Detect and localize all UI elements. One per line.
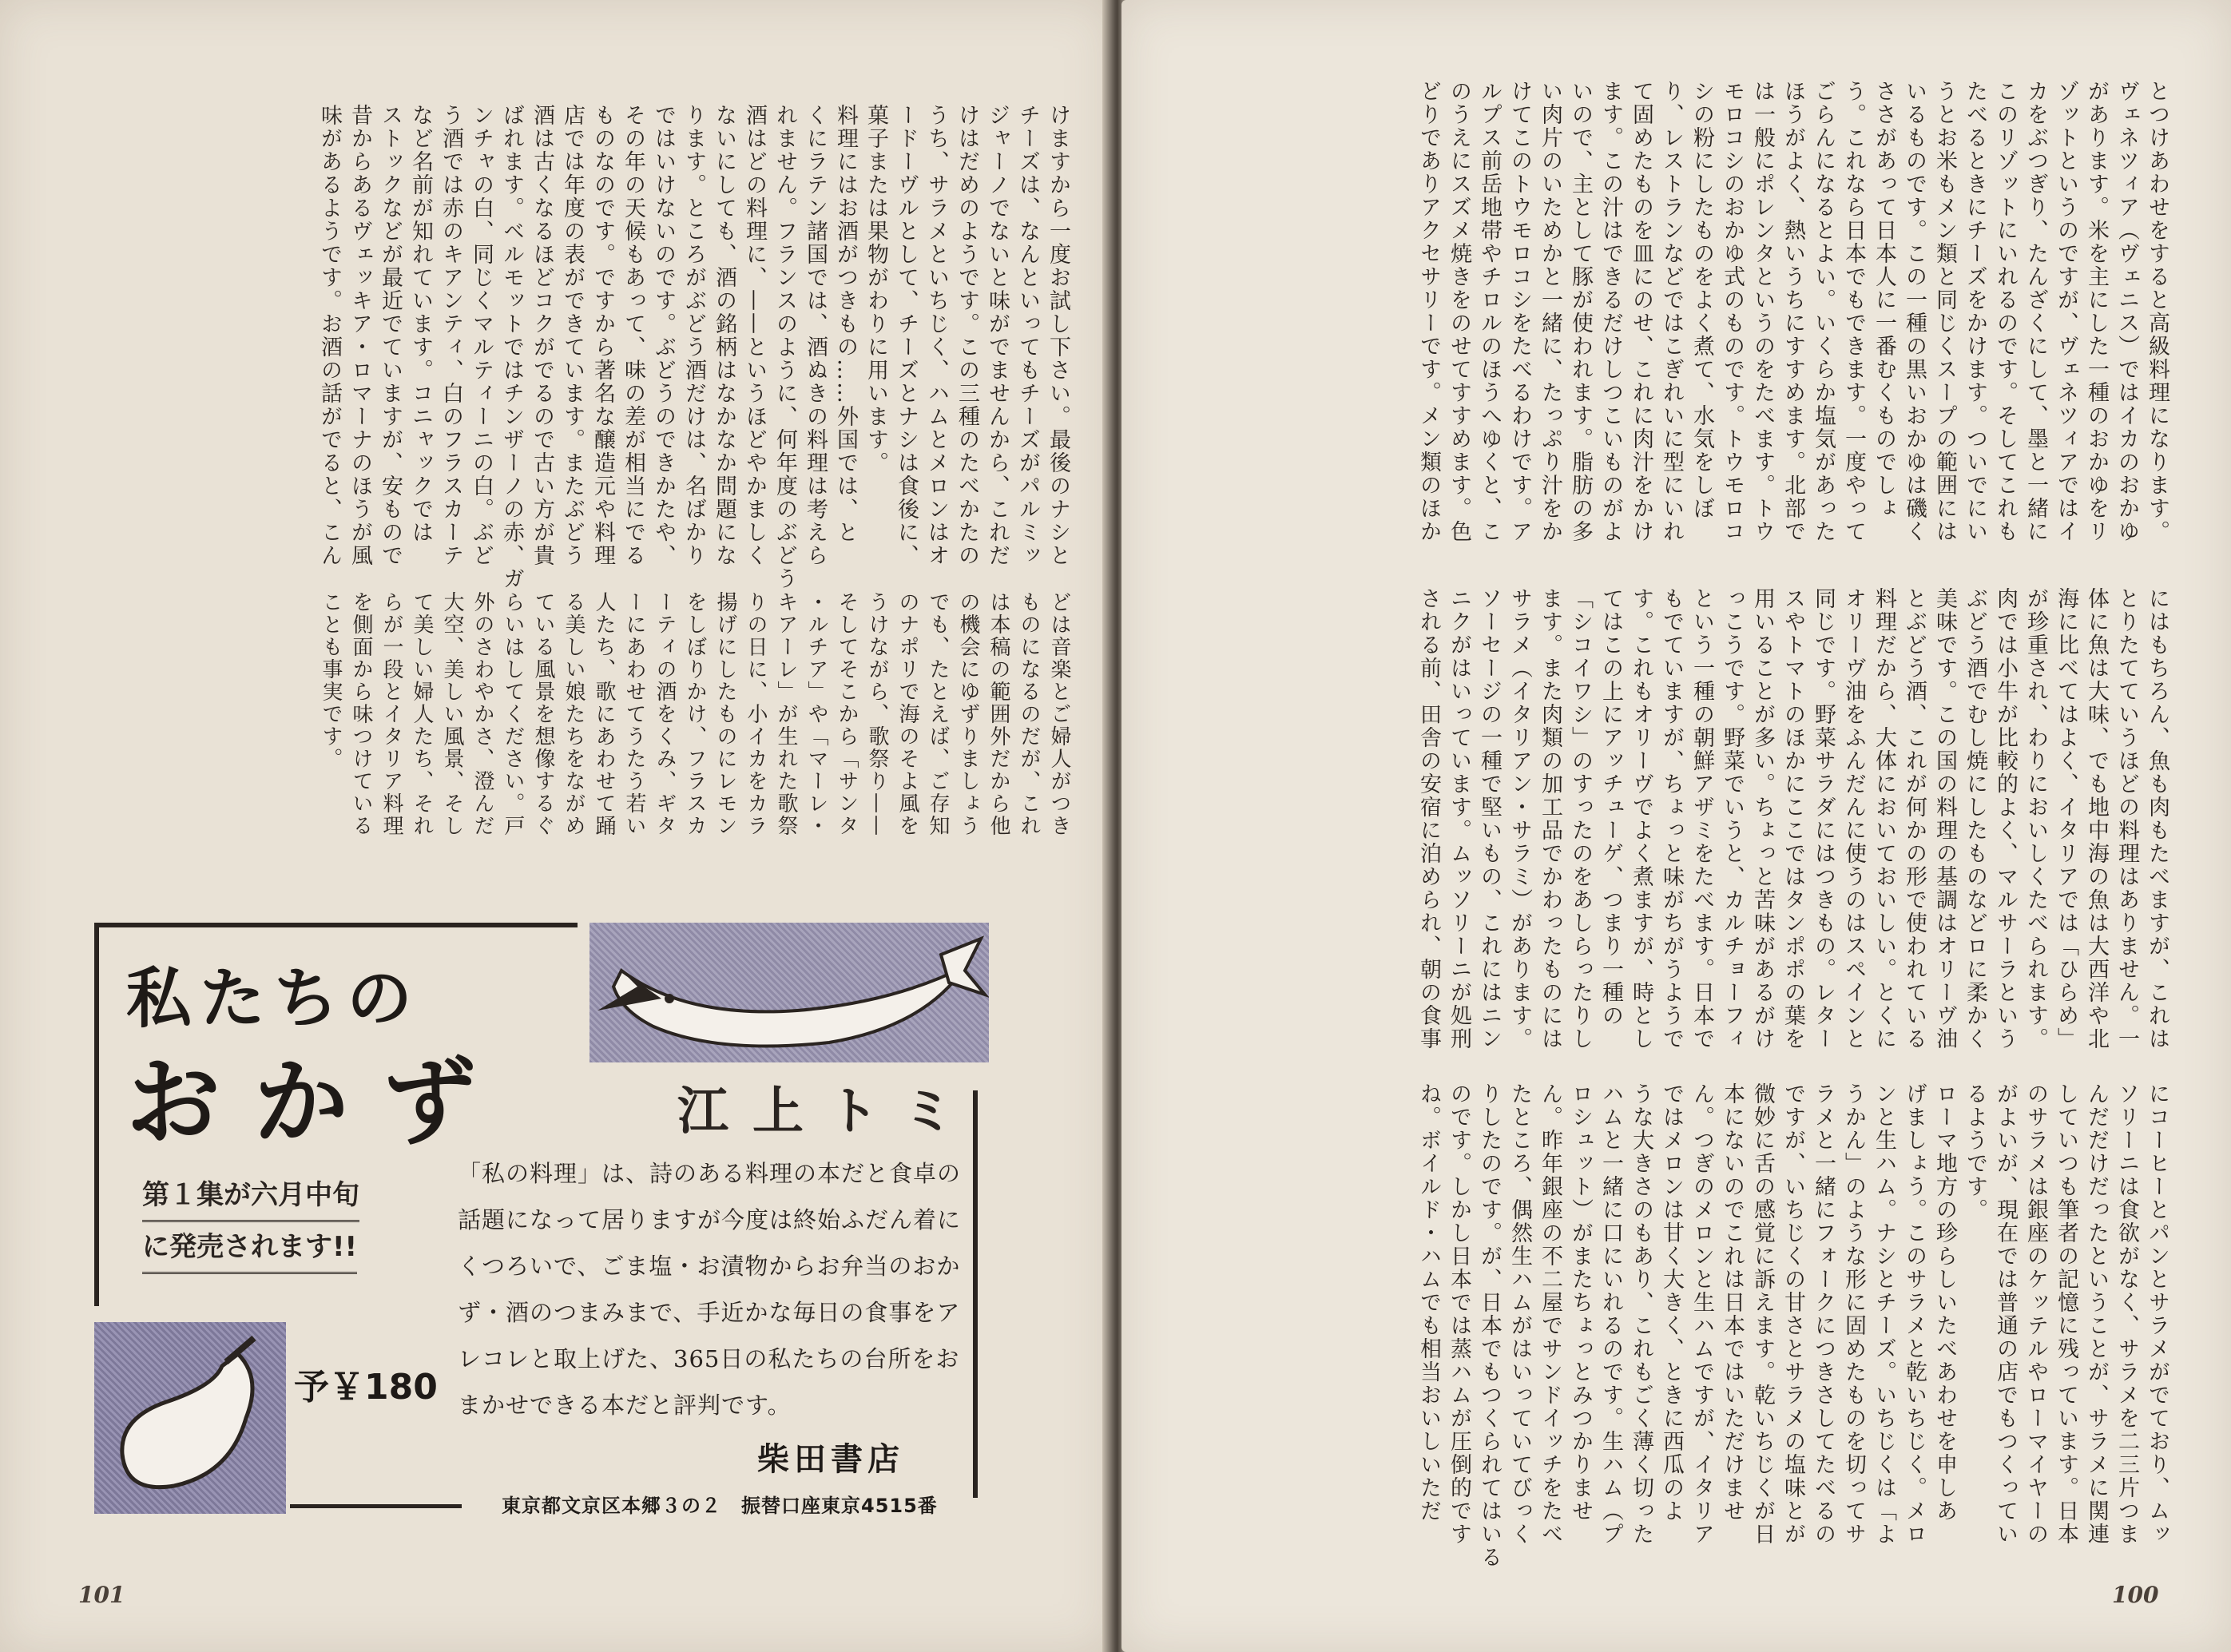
ad-author: 江上トミ bbox=[677, 1082, 978, 1142]
fish-icon bbox=[590, 923, 989, 1062]
page-number-right: 100 bbox=[2112, 1582, 2159, 1608]
right-middle-text: にはもちろん、魚も肉もたべますが、これは とりたてていうほどの料理はありません。一 体に魚は大味、でも地中海の魚は大西洋や北 海に比べてはよく、イタリアでは「ひらめ」 が珍重され、わりにおいしくたべられます。 肉では小牛が比較的よく、マルサーラという ぶどう酒でむし焼にしたものなどロに柔かく 美味です。この国の料理の基調はオリーヴ油 とぶどう酒、これが何かの形で使われている 料理だから、大体においておいしい。とくに オリーヴ油をふんだんに使うのはスペインと 同じです。野菜サラダにはつきもの。レター スやトマトのほかにここではタンポポの葉を 用いることが多い。ちょっと苦味があるがけ っこうです。野菜でいうと、カルチョーフィ という一種の朝鮮アザミをたべます。日本で もでていますが、ちょっと味がちがうようで す。これもオリーヴでよく煮ますが、時とし てはこの上にアッチューゲ、つまり一種の 「シコイワシ」のすったのをあしらったりし ます。また肉類の加工品でかわったものには サラメ（イタリアン・サラミ）があります。 ソーセージの一種で堅いもの、これにはニン ニクがはいっています。ムッソリーニが処刑 される前、田舎の安宿に泊められ、朝の食事 bbox=[1416, 587, 2169, 1050]
ad-address: 東京都文京区本郷３の２ 振替口座東京4515番 bbox=[502, 1495, 938, 1517]
eggplant-icon bbox=[94, 1322, 286, 1514]
ad-border-top bbox=[94, 923, 578, 927]
fish-illustration bbox=[590, 923, 989, 1062]
ad-publisher: 柴田書店 bbox=[757, 1441, 904, 1478]
ad-title-line1: 私たちの bbox=[126, 961, 421, 1037]
left-page bbox=[0, 0, 1110, 1652]
right-lower-text: にコーヒーとパンとサラメがでており、ムッ ソリーニは食欲がなく、サラメを二三片つま んだだけだったということが、サラメに関連 していつも筆者の記憶に残っています。日本 のサラメは銀座のケッテルやローマイヤーの がよいが、現在では普通の店でもつくってい るようです。 ローマ地方の珍らしいたべあわせを申しあ げましょう。このサラメと乾いちじく。メロ ンと生ハム。ナシとチーズ。いちじくは「よ うかん」のような形に固めたものを切ってサ ラメと一緒にフォークにつきさしてたべるの ですが、いちじくの甘さとサラメの塩味とが 微妙に舌の感覚に訴えます。乾いちじくが日 本にないのでこれは日本ではいただけませ ん。つぎのメロンと生ハムですが、イタリア ではメロンは甘く大きく、ときに西瓜のよ うな大きさのもあり、これもごく薄く切った ハムと一緒に口にいれるのです。生ハム（プ ロシュット）がまたちょっとみつかりませ ん。昨年銀座の不二屋でサンドイッチをたべ たところ、偶然生ハムがはいっていてびっく りしたのです。が、日本でもつくられてはいる のです。しかし日本では蒸ハムが圧倒的です ね。ボイルド・ハムでも相当おいしいただ bbox=[1416, 1082, 2169, 1569]
ad-description: 「私の料理」は、詩のある料理の本だと食卓の話題になって居りますが今度は終始ふだん着にくつろいで、ごま塩・お漬物からお弁当のおかず・酒のつまみまで、手近かな毎日の食事をアレコレと取上げた、365日の私たちの台所をおまかせできる本だと評判です。 bbox=[458, 1160, 962, 1419]
ad-price: 予￥180 bbox=[294, 1367, 438, 1408]
ad-release-line2: に発売されます!! bbox=[142, 1222, 357, 1274]
ad-divider bbox=[290, 1504, 462, 1508]
ad-release-line1: 第１集が六月中旬 bbox=[142, 1170, 359, 1222]
book-advertisement bbox=[94, 923, 989, 1530]
left-upper-text: けますから一度お試し下さい。最後のナシと チーズは、なんといってもチーズがパルミッ ジャーノでないと味がでませんから、これだ けはだめのようです。この三種のたべかたの うち、サラメといちじく、ハムとメロンはオ ードーヴルとして、チーズとナシは食後に、 菓子または果物がわりに用います。 料理にはお酒がつきもの……外国では、と くにラテン諸国では、酒ぬきの料理は考えら れません。フランスのように、何年度のぶどう 酒はどの料理に、——というほどやかましく ないにしても、酒の銘柄はなかなか問題にな ります。ところがぶどう酒だけは、名ばかり ではいけないのです。ぶどうのできかたや、 その年の天候もあって、味の差が相当にでる ものなのです。ですから著名な醸造元や料理 店では年度の表ができています。またぶどう 酒は古くなるほどコクがでるので古い方が貴 ばれます。ベルモットではチンザーノの赤、ガ ンチャの白、同じくマルティーニの白。ぶど う酒では赤のキアンティ、白のフラスカーテ など名前が知れています。コニャックでは ストックなどが最近でていますが、安もので 昔からあるヴェッキア・ロマーナのほうが風 味があるようです。お酒の話がでると、こん bbox=[317, 104, 1070, 590]
left-lower-text: どは音楽とご婦人がつき ものになるのだが、これ は本稿の範囲外だから他 の機会にゆずりましょう でも、たとえば、ご存知 のナポリで海のそよ風を うけながら、歌祭り—— そしてそこから「サンタ ・ルチア」や「マーレ・ キアーレ」が生れた歌祭 りの日に、小イカをカラ 揚げにしたものにレモン をしぼりかけ、フラスカ ーティの酒をくみ、ギタ ーにあわせてうたう若い 人たち、歌にあわせて踊 る美しい娘たちをながめ ている風景を想像するぐ らいはしてください。戸 外のさわやかさ、澄んだ 大空、美しい風景、そし て美しい婦人たち、それ らが一段とイタリア料理 を側面から味つけている ことも事実です。 bbox=[319, 591, 1071, 837]
ad-title-line2: おかず bbox=[126, 1047, 510, 1158]
eggplant-illustration bbox=[94, 1322, 286, 1514]
ad-border-right bbox=[973, 1090, 978, 1498]
right-upper-text: とつけあわせをすると高級料理になります。 ヴェネツィア（ヴェニス）ではイカのおかゆ があります。米を主にした一種のおかゆをリ ゾットというのですが、ヴェネツィアではイ カをぶつぎり、たんざくにして、墨と一緒に このリゾットにいれるのです。そしてこれも たべるときにチーズをかけます。ついでにい うとお米もメン類と同じくスープの範囲には いるものです。この一種の黒いおかゆは磯く ささがあって日本人に一番むくものでしょ う。これなら日本でもできます。一度やって ごらんになるとよい。いくらか塩気があった ほうがよく、熱いうちにすすめます。北部で は一般にポレンタというのをたべます。トウ モロコシのおかゆ式のものです。トウモロコ シの粉にしたものをよく煮て、水気をしぼ り、レストランなどではこぎれいに型にいれ て固めたものを皿にのせ、これに肉汁をかけ ます。この汁はできるだけしつこいものがよ いので、主として豚が使われます。脂肪の多 い肉片のいためかと一緒に、たっぷり汁をか けてこのトウモロコシをたべるわけです。ア ルプス前岳地帯やチロルのほうへゆくと、こ のうえにスズメ焼きをのせてすすめます。色 どりでありアクセサリーです。メン類のほか bbox=[1416, 80, 2169, 543]
ad-border-left bbox=[94, 923, 99, 1306]
ad-release-notice bbox=[142, 1170, 359, 1274]
right-page bbox=[1121, 0, 2231, 1652]
page-number-left: 101 bbox=[78, 1582, 125, 1608]
